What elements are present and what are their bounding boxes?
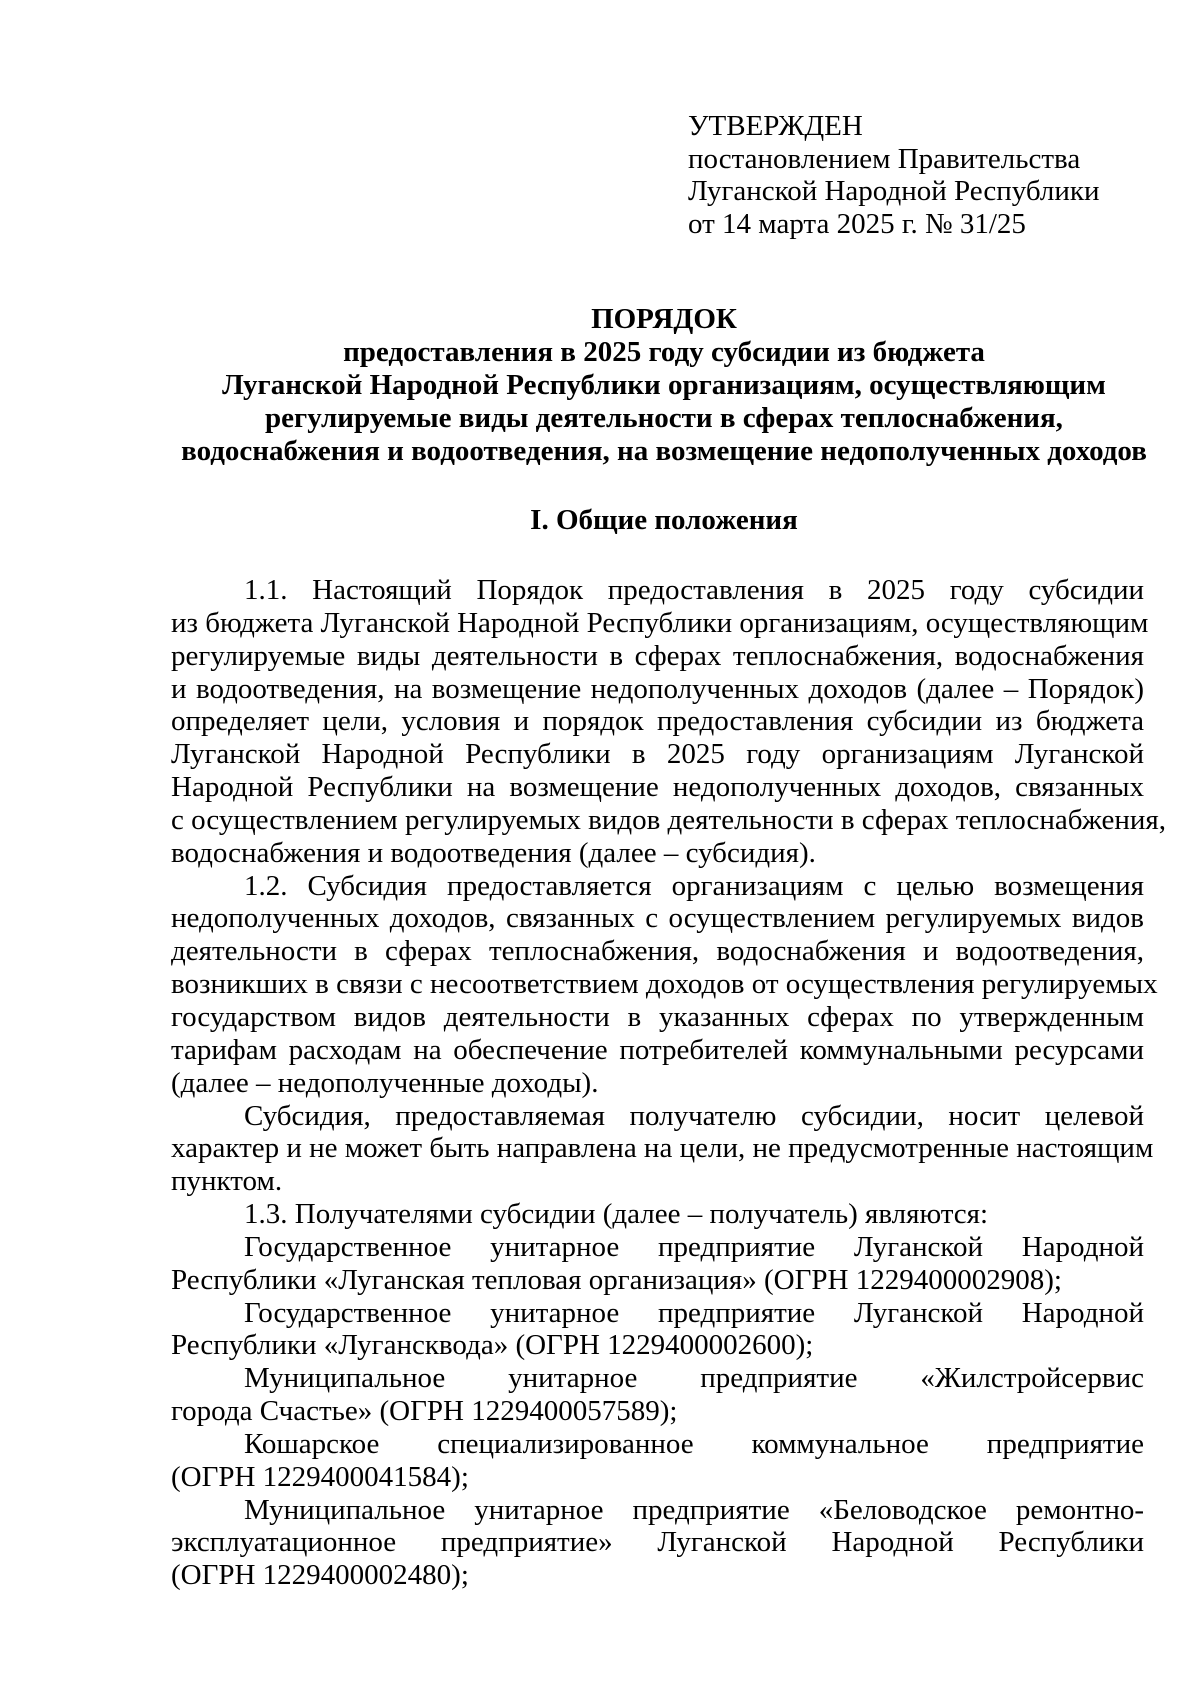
paragraph-line: Муниципальное унитарное предприятие «Беловодское ремонтно- — [244, 1493, 1144, 1526]
paragraph-line: Кошарское специализированное коммунальное предприятие — [244, 1427, 1144, 1460]
paragraph-line: государством видов деятельности в указанных сферах по утвержденным — [171, 1000, 1144, 1033]
paragraph-line: Республики «Луганская тепловая организация» (ОГРН 1229400002908); — [171, 1263, 1062, 1296]
approval-line: Луганской Народной Республики — [688, 175, 1100, 208]
document-title — [170, 303, 1158, 468]
paragraph-line: Государственное унитарное предприятие Луганской Народной — [244, 1296, 1144, 1329]
paragraph-line: и водоотведения, на возмещение недополученных доходов (далее – Порядок) — [171, 672, 1144, 705]
approval-line: постановлением Правительства — [688, 142, 1081, 175]
paragraph-line: эксплуатационное предприятие» Луганской Народной Республики — [171, 1526, 1144, 1559]
paragraph-line: (ОГРН 1229400041584); — [171, 1460, 469, 1493]
paragraph-line: недополученных доходов, связанных с осуществлением регулируемых видов — [171, 902, 1144, 935]
title-line: Луганской Народной Республики организациям, осуществляющим — [222, 368, 1106, 401]
paragraph-line: Республики «Лугансквода» (ОГРН 1229400002600); — [171, 1329, 814, 1362]
paragraph-line: города Счастье» (ОГРН 1229400057589); — [171, 1395, 678, 1428]
paragraph-line: характер и не может быть направлена на цели, не предусмотренные настоящим — [171, 1132, 1154, 1165]
paragraph-line: (ОГРН 1229400002480); — [171, 1559, 469, 1592]
paragraph-line: 1.1. Настоящий Порядок предоставления в 2025 году субсидии — [244, 574, 1144, 606]
section-heading: I. Общие положения — [530, 504, 798, 536]
paragraph-line: Муниципальное унитарное предприятие «Жилстройсервис — [244, 1362, 1144, 1395]
approval-line: УТВЕРЖДЕН — [688, 110, 863, 142]
paragraph-line: тарифам расходам на обеспечение потребителей коммунальными ресурсами — [171, 1033, 1144, 1066]
paragraph-line: Луганской Народной Республики в 2025 году организациям Луганской — [171, 738, 1144, 771]
paragraph-line: Народной Республики на возмещение недополученных доходов, связанных — [171, 771, 1144, 804]
approval-line: от 14 марта 2025 г. № 31/25 — [688, 208, 1026, 241]
paragraph-line: определяет цели, условия и порядок предоставления субсидии из бюджета — [171, 705, 1144, 738]
approval-stamp — [688, 110, 1100, 241]
paragraph-line: Субсидия, предоставляемая получателю субсидии, носит целевой — [244, 1099, 1144, 1132]
paragraph-line: с осуществлением регулируемых видов деятельности в сферах теплоснабжения, — [171, 803, 1166, 836]
paragraph-line: пунктом. — [171, 1165, 283, 1198]
title-line: предоставления в 2025 году субсидии из бюджета — [343, 335, 985, 368]
paragraph-line: регулируемые виды деятельности в сферах теплоснабжения, водоснабжения — [171, 639, 1144, 672]
title-line: ПОРЯДОК — [591, 303, 737, 335]
paragraph-line: 1.3. Получателями субсидии (далее – получатель) являются: — [244, 1198, 989, 1231]
paragraph-line: деятельности в сферах теплоснабжения, водоснабжения и водоотведения, — [171, 935, 1144, 968]
paragraph-line: Государственное унитарное предприятие Луганской Народной — [244, 1230, 1144, 1263]
paragraph-line: 1.2. Субсидия предоставляется организациям с целью возмещения — [244, 869, 1144, 902]
paragraph-line: водоснабжения и водоотведения (далее – субсидия). — [171, 836, 816, 869]
title-line: регулируемые виды деятельности в сферах теплоснабжения, — [265, 401, 1063, 434]
paragraph-line: из бюджета Луганской Народной Республики организациям, осуществляющим — [171, 606, 1149, 639]
document-body — [171, 574, 1166, 1592]
paragraph-line: (далее – недополученные доходы). — [171, 1066, 599, 1099]
title-line: водоснабжения и водоотведения, на возмещение недополученных доходов — [181, 434, 1147, 467]
paragraph-line: возникших в связи с несоответствием доходов от осуществления регулируемых — [171, 968, 1158, 1001]
